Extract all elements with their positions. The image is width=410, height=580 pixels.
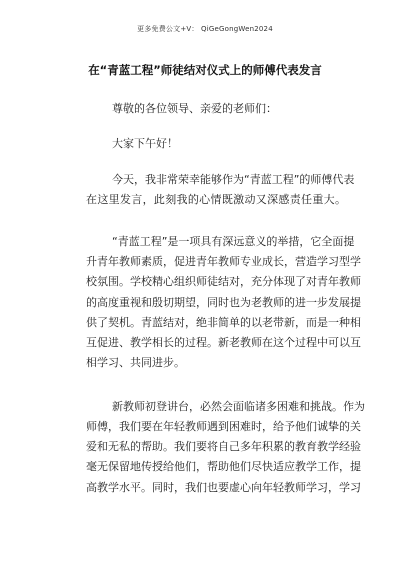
header-note: 更多免费公文+V： QiGeGongWen2024 xyxy=(137,25,273,33)
paragraph-2-line: 互促进、教学相长的过程。新老教师在这个过程中可以互 xyxy=(86,336,361,349)
document-title: 在“青蓝工程”师徒结对仪式上的师傅代表发言 xyxy=(88,63,322,77)
paragraph-2-line: 的高度重视和殷切期望，同时也为老教师的进一步发展提 xyxy=(86,296,361,309)
paragraph-3-line: 高教学水平。同时，我们也要虚心向年轻教师学习，学习 xyxy=(86,481,361,494)
paragraph-2-line: 升青年教师素质，促进青年教师专业成长，营造学习型学 xyxy=(86,255,361,268)
paragraph-3-line: 毫无保留地传授给他们，帮助他们尽快适应教学工作，提 xyxy=(86,460,361,473)
paragraph-2-line: 供了契机。青蓝结对，绝非简单的以老带新，而是一种相 xyxy=(86,316,361,329)
paragraph-1-line: 在这里发言，此刻我的心情既激动又深感责任重大。 xyxy=(86,193,346,206)
paragraph-3-line: 师傅，我们要在年轻教师遇到困难时，给予他们诚挚的关 xyxy=(86,420,361,433)
salutation: 尊敬的各位领导、亲爱的老师们： xyxy=(112,102,277,115)
paragraph-1-line: 今天，我非常荣幸能够作为“青蓝工程”的师傅代表 xyxy=(112,173,355,186)
paragraph-3-line: 爱和无私的帮助。我们要将自己多年积累的教育教学经验 xyxy=(86,440,361,453)
paragraph-2-line: “青蓝工程”是一项具有深远意义的举措，它全面提 xyxy=(112,235,355,248)
greeting: 大家下午好！ xyxy=(112,137,178,150)
paragraph-2-line: 校氛围。学校精心组织师徒结对，充分体现了对青年教师 xyxy=(86,275,361,288)
paragraph-2-line: 相学习、共同进步。 xyxy=(86,356,185,369)
paragraph-3-line: 新教师初登讲台，必然会面临诸多困难和挑战。作为 xyxy=(112,400,365,413)
